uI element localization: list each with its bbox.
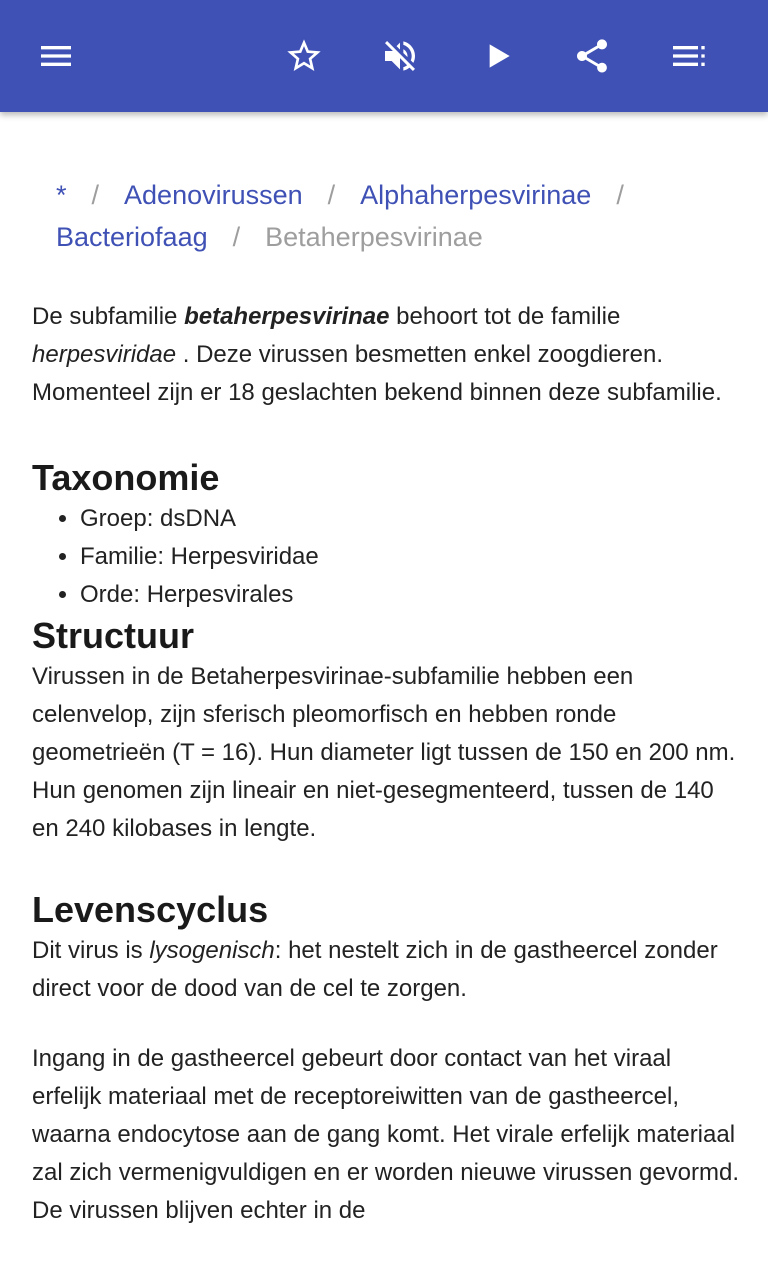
breadcrumb-link-adenovirussen[interactable]: Adenovirussen	[124, 180, 303, 210]
list-item: • Orde: Herpesvirales	[80, 576, 742, 614]
list-item: • Familie: Herpesviridae	[80, 538, 742, 576]
heading-structure: Structuur	[32, 615, 194, 656]
mute-button[interactable]	[376, 32, 424, 80]
breadcrumb-link-alphaherpesvirinae[interactable]: Alphaherpesvirinae	[360, 180, 592, 210]
structure-paragraph: Virussen in de Betaherpesvirinae-subfamilie hebben een celenvelop, zijn sferisch pleomorfisch en hebben ronde geometrieën (T = 16). Hun diameter ligt tussen de 150 en 200 nm. Hun genomen zijn lineair en niet-gesegmenteerd, tussen de 140 en 240 kilobases in lengte.	[32, 663, 736, 842]
breadcrumb-separator: /	[327, 180, 336, 210]
breadcrumb-separator: /	[616, 180, 624, 210]
lifecycle-italic-term: lysogenisch	[149, 937, 275, 964]
play-icon	[478, 36, 518, 76]
intro-paragraph	[32, 298, 742, 412]
share-button[interactable]	[568, 32, 616, 80]
intro-text: . Deze virussen besmetten enkel zoogdieren. Momenteel zijn er 18 geslachten bekend binnen deze subfamilie.	[32, 341, 722, 406]
breadcrumb	[56, 174, 736, 258]
lifecycle-text: : het nestelt zich in de gastheercel zonder direct voor de dood van de cel te zorgen.	[32, 937, 718, 1002]
star-outline-icon	[284, 36, 324, 76]
intro-italic-term: herpesviridae	[32, 341, 177, 368]
volume-off-icon	[380, 36, 420, 76]
list-item: • Groep: dsDNA	[80, 500, 742, 538]
intro-text: De subfamilie	[32, 303, 185, 330]
favorite-button[interactable]	[280, 32, 328, 80]
playlist-icon	[668, 36, 708, 76]
heading-lifecycle: Levenscyclus	[32, 889, 269, 930]
intro-bold-term: betaherpesvirinae	[184, 303, 390, 330]
breadcrumb-link-bacteriofaag[interactable]: Bacteriofaag	[56, 222, 208, 252]
menu-icon	[36, 36, 76, 76]
lifecycle-paragraph-1	[32, 932, 742, 1008]
breadcrumb-current: Betaherpesvirinae	[265, 222, 483, 252]
lifecycle-paragraph-2: Ingang in de gastheercel gebeurt door contact van het viraal erfelijk materiaal met de receptoreiwitten van de gastheercel, waarna endocytose aan de gang komt. Het virale erfelijk materiaal zal zich vermenigvuldigen en er worden nieuwe virussen gevormd. De virussen blijven echter in de	[32, 1045, 740, 1224]
intro-text: behoort tot de familie	[389, 303, 621, 330]
app-bar	[0, 0, 768, 112]
lifecycle-text: Dit virus is	[32, 937, 150, 964]
menu-button[interactable]	[32, 32, 80, 80]
heading-taxonomy: Taxonomie	[32, 457, 220, 498]
article-body	[32, 298, 742, 1230]
breadcrumb-separator: /	[91, 180, 100, 210]
taxonomy-list	[32, 500, 742, 614]
breadcrumb-separator: /	[232, 222, 241, 252]
play-button[interactable]	[474, 32, 522, 80]
share-icon	[572, 36, 612, 76]
breadcrumb-link-home[interactable]: *	[56, 180, 67, 210]
playlist-button[interactable]	[664, 32, 712, 80]
page-content	[0, 112, 768, 1280]
